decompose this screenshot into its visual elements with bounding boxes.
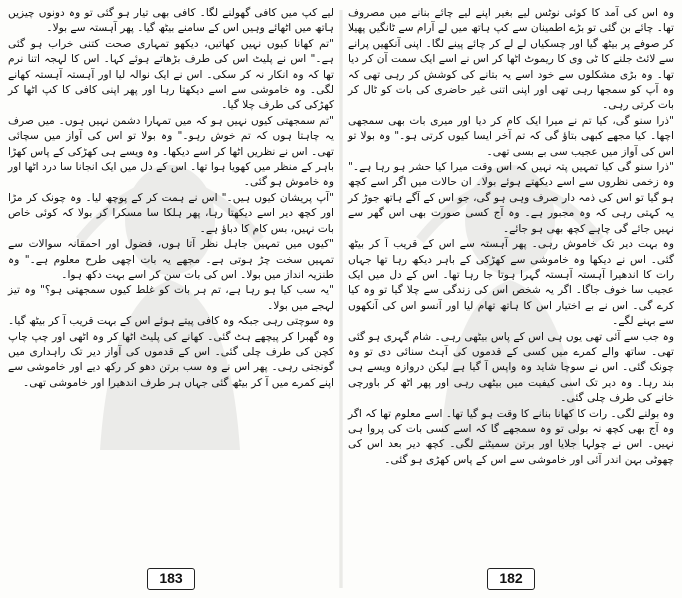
- paragraph: وہ جب سے آئی تھی یوں ہی اس کے پاس بیٹھی رہی۔ شام گہری ہو گئی تھی۔ ساتھ والے کمرے میں کسی کے قدموں کی آہٹ سنائی دی تو وہ چونک گئی۔ اس نے سوچا شاید وہ واپس آ گیا ہے لیکن دروازہ ویسے ہی بند رہا۔ وہ دیر تک اسی کیفیت میں بیٹھی رہی اور پھر اٹھ کر باورچی خانے کی طرف چلی گئی۔: [348, 330, 674, 405]
- paragraph: لیے کپ میں کافی گھولنے لگا۔ کافی بھی تیار ہو گئی تو وہ دونوں چیزیں ہاتھ میں اٹھائے وہیں اس کے سامنے بیٹھ گیا۔ پھر آہستہ سے بولا۔: [8, 7, 334, 35]
- paragraph: وہ سوچتی رہی جبکہ وہ کافی پیتے ہوئے اس کے بہت قریب آ کر بیٹھ گیا۔ وہ گھبرا کر پیچھے ہٹ گئی۔ کھانے کی پلیٹ اٹھا کر وہ اٹھی اور چپ چاپ کچن کی طرف چلی گئی۔ اس کے قدموں کی آواز دیر تک راہداری میں گونجتی رہی۔ پھر اس نے وہ سب برتن دھو کر رکھ دیے اور خاموشی سے اپنے کمرے میں آ کر بیٹھ گئی جہاں ہر طرف اندھیرا اور خاموشی تھی۔: [8, 315, 334, 389]
- page-text: [346, 6, 676, 546]
- page-number: 183: [147, 568, 195, 590]
- page-text: [6, 6, 336, 546]
- paragraph: وہ اس کی آمد کا کوئی نوٹس لیے بغیر اپنے لیے چائے بنانے میں مصروف تھا۔ چائے بن گئی تو بڑے اطمینان سے کپ ہاتھ میں لے آرام سے ٹانگیں پھیلا کر صوفے پر بیٹھ گیا اور چسکیاں لے لے کر چائے پینے لگا۔ اپنی آنکھیں پرانے سے لائٹ جلنے کا ٹی وی کا ریموٹ اٹھا کر اس نے اسے ایک سمت آن کر دیا تھا۔ وہ بڑی مشکلوں سے خود اسے یہ بتانے کی کوشش کر رہی تھی کہ وہ آپ کو سمجھا رہی تھی اور اپنی اتنی غیر حاضری کی بات کو ٹال کر بات کرتی رہی۔: [348, 7, 674, 112]
- paragraph: "ذرا سنو گی کیا تمہیں پتہ نہیں کہ اس وقت میرا کیا حشر ہو رہا ہے۔" وہ زخمی نظروں سے اسے دیکھتے ہوئے بولا۔ ان حالات میں اگر اسے کچھ ہو گیا تو اس کی ذمہ دار صرف وہی ہو گی، جو اس کے آگے ہاتھ جوڑ کر یہ کہتی رہی کہ وہ مجبور ہے۔ وہ آج کسی صورت بھی اس گھر سے نہیں جائے گی چاہے کچھ بھی ہو جائے۔: [348, 161, 674, 235]
- paragraph: "آپ پریشان کیوں ہیں۔" اس نے ہمت کر کے پوچھ لیا۔ وہ چونک کر مڑا اور کچھ دیر اسے دیکھتا رہا، پھر ہلکا سا مسکرا کر بولا کہ کوئی خاص بات نہیں، بس کام کا دباؤ ہے۔: [8, 191, 334, 235]
- paragraph: "کیوں میں تمہیں جاہل نظر آتا ہوں، فضول اور احمقانہ سوالات سے تمہیں سخت چڑ ہوتی ہے۔ مجھے یہ بات اچھی طرح معلوم ہے۔" وہ طنزیہ انداز میں بولا۔ اس کی بات سن کر اسے بہت دکھ ہوا۔: [8, 238, 334, 281]
- book-gutter: [339, 10, 343, 588]
- page-183: [6, 6, 336, 592]
- paragraph: "یہ سب کیا ہو رہا ہے، تم ہر بات کو غلط کیوں سمجھتی ہو؟" وہ تیز لہجے میں بولا۔: [8, 284, 334, 312]
- page-number: 182: [487, 568, 535, 590]
- paragraph: "تم سمجھتی کیوں نہیں ہو کہ میں تمہارا دشمن نہیں ہوں۔ میں صرف یہ چاہتا ہوں کہ تم خوش رہو۔" وہ بولا تو اس کی آواز میں سچائی تھی۔ اس نے نظریں اٹھا کر اسے دیکھا۔ وہ ویسے ہی کھڑکی کے پاس کھڑا باہر کے منظر میں کھویا ہوا تھا۔ اس کے دل میں ایک انجانا سا درد اٹھا اور وہ خاموش ہو گئی۔: [8, 114, 334, 189]
- page-182: [346, 6, 676, 592]
- paragraph: وہ بہت دیر تک خاموش رہی۔ پھر آہستہ سے اس کے قریب آ کر بیٹھ گئی۔ اس نے دیکھا وہ خاموشی سے کھڑکی کے باہر دیکھ رہا تھا جہاں رات کا اندھیرا آہستہ آہستہ گہرا ہوتا جا رہا تھا۔ اس کے دل میں ایک عجیب سا خوف جاگا۔ اگر یہ شخص اس کی زندگی سے چلا گیا تو وہ کیا کرے گی۔ اس نے بے اختیار اس کا ہاتھ تھام لیا اور آنسو اس کی آنکھوں سے بہنے لگے۔: [348, 238, 674, 328]
- paragraph: "تم کھانا کیوں نہیں کھاتیں، دیکھو تمہاری صحت کتنی خراب ہو گئی ہے۔" اس نے پلیٹ اس کی طرف بڑھاتے ہوئے کہا۔ اس کا لہجہ اتنا نرم تھا کہ وہ انکار نہ کر سکی۔ اس نے ایک نوالہ لیا اور آہستہ آہستہ کھانے لگی۔ وہ خاموشی سے اسے دیکھتا رہا اور پھر اپنی کافی کا کپ اٹھا کر کھڑکی کی طرف چلا گیا۔: [8, 37, 334, 112]
- paragraph: "ذرا سنو گی، کیا تم نے میرا ایک کام کر دیا اور میری بات بھی سمجھی اچھا۔ کیا مجھے کبھی بتاؤ گی کہ تم آخر ایسا کیوں کرتی ہو۔" وہ بولا تو اس کی آواز میں عجیب سی بے بسی تھی۔: [348, 114, 674, 158]
- paragraph: وہ بولنے لگی۔ رات کا کھانا بنانے کا وقت ہو گیا تھا۔ اسے معلوم تھا کہ اگر وہ آج بھی کچھ نہ بولی تو وہ سمجھے گا کہ اسے کسی بات کی پروا ہی نہیں۔ اس نے چولہا جلایا اور برتن سمیٹنے لگی۔ کچھ دیر بعد اس کی چھوٹی بہن اندر آئی اور خاموشی سے اس کے پاس کھڑی ہو گئی۔: [348, 407, 674, 466]
